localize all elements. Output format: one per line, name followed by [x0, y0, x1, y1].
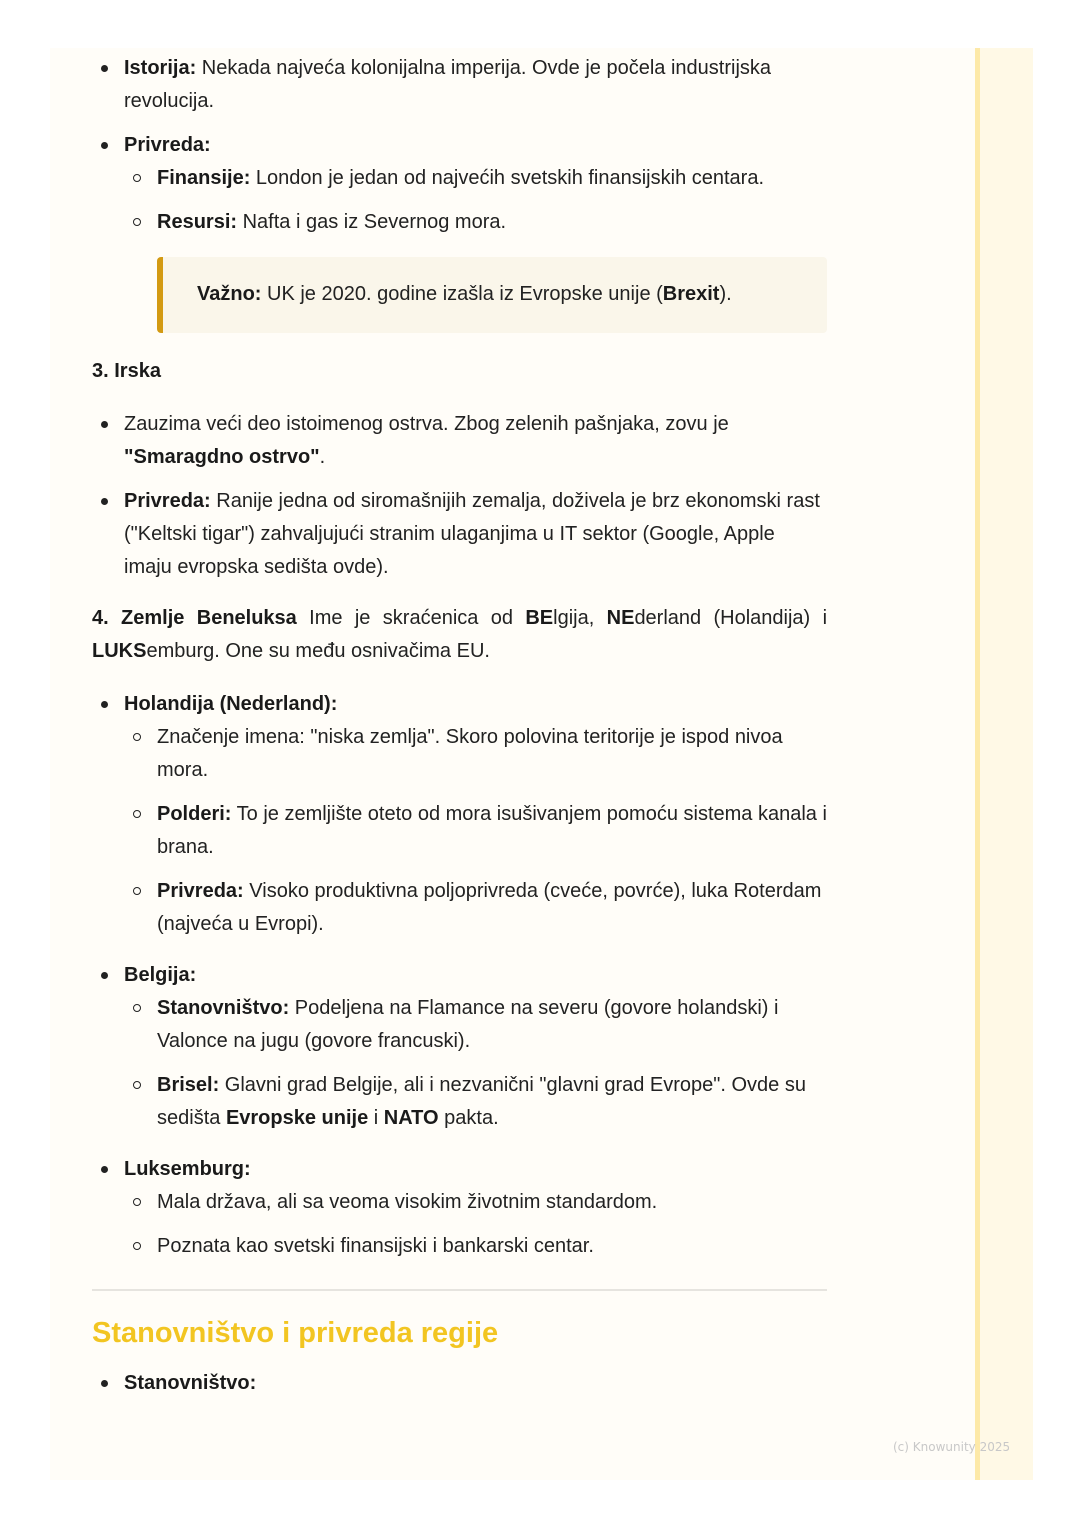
resursi-text: Nafta i gas iz Severnog mora. — [237, 211, 507, 233]
holandija-label: Holandija (Nederland): — [124, 693, 338, 715]
benelux-intro-text-2: lgija, — [553, 607, 607, 629]
benelux-intro-text-1: Ime je skraćenica od — [296, 607, 526, 629]
irska-list — [92, 408, 827, 584]
irska-privreda-label: Privreda: — [124, 490, 211, 512]
luksemburg-standard-text: Mala država, ali sa veoma visokim životnim standardom. — [157, 1191, 658, 1213]
benelux-intro-text-3: derland (Holandija) i — [634, 607, 828, 629]
side-band — [975, 48, 1033, 1480]
irska-ostrvo-end: . — [319, 446, 326, 468]
benelux-ne: NE — [606, 607, 635, 629]
callout-text: UK je 2020. godine izašla iz Evropske unije ( — [261, 283, 663, 305]
holandija-sublist — [92, 721, 827, 941]
irska-heading: 3. Irska — [92, 360, 161, 382]
belgija-sublist — [92, 992, 827, 1135]
istorija-text: Nekada najveća kolonijalna imperija. Ovde je počela industrijska revolucija. — [124, 57, 772, 112]
list-item-holandija-ime — [92, 721, 827, 787]
polderi-label: Polderi: — [157, 803, 232, 825]
holandija-ime-text: Značenje imena: "niska zemlja". Skoro polovina teritorije je ispod nivoa mora. — [157, 726, 783, 781]
brisel-end: pakta. — [438, 1107, 499, 1129]
list-item-irska-ostrvo — [92, 408, 827, 474]
luksemburg-sublist — [92, 1186, 827, 1263]
list-item-luksemburg-centar — [92, 1230, 827, 1263]
benelux-luks: LUKS — [92, 640, 147, 662]
list-item-istorija — [92, 52, 827, 118]
list-item-irska-privreda — [92, 485, 827, 584]
benelux-be: BE — [525, 607, 554, 629]
list-item-brisel — [92, 1069, 827, 1135]
polderi-text: To je zemljište oteto od mora isušivanjem pomoću sistema kanala i brana. — [157, 803, 827, 858]
brisel-nato: NATO — [383, 1107, 439, 1129]
brisel-text: Glavni grad Belgije, ali i nezvanični "glavni grad Evrope". Ovde su sedišta — [157, 1074, 806, 1129]
brisel-eu: Evropske unije — [225, 1107, 369, 1129]
list-item-holandija-privreda — [92, 875, 827, 941]
irska-privreda-text: Ranije jedna od siromašnijih zemalja, doživela je brz ekonomski rast ("Keltski tigar") zahvaljujući stranim ulaganjima u IT sektor (Google, Apple imaju evropska sedišta ovde). — [124, 490, 820, 578]
benelux-heading: 4. Zemlje Beneluksa — [92, 607, 297, 629]
luksemburg-centar-text: Poznata kao svetski finansijski i bankarski centar. — [157, 1235, 594, 1257]
section-list — [92, 1367, 827, 1400]
document-content — [92, 52, 827, 1411]
brisel-i: i — [368, 1107, 384, 1129]
side-accent-line — [975, 48, 980, 1480]
section-heading: Stanovništvo i privreda regije — [92, 1317, 499, 1349]
list-item-section-stanovnistvo — [92, 1367, 827, 1400]
list-item-privreda — [92, 129, 827, 333]
benelux-list — [92, 688, 827, 1263]
list-item-polderi — [92, 798, 827, 864]
list-item-finansije — [92, 162, 827, 195]
privreda-sublist — [92, 162, 827, 239]
luksemburg-label: Luksemburg: — [124, 1158, 251, 1180]
privreda-label: Privreda: — [124, 134, 211, 156]
benelux-intro — [92, 602, 827, 668]
list-item-luksemburg — [92, 1153, 827, 1263]
list-item-holandija — [92, 688, 827, 941]
finansije-text: London je jedan od najvećih svetskih finansijskih centara. — [250, 167, 765, 189]
irska-ostrvo-bold: "Smaragdno ostrvo" — [124, 446, 320, 468]
copyright-text: (c) Knowunity 2025 — [893, 1440, 1011, 1454]
istorija-label: Istorija: — [124, 57, 197, 79]
callout-brexit: Brexit — [662, 283, 720, 305]
holandija-privreda-label: Privreda: — [157, 880, 244, 902]
list-item-luksemburg-standard — [92, 1186, 827, 1219]
brisel-label: Brisel: — [157, 1074, 220, 1096]
callout-label: Važno: — [197, 283, 262, 305]
list-item-belgija — [92, 959, 827, 1135]
uk-list — [92, 52, 827, 333]
callout-end: ). — [719, 283, 732, 305]
section-divider — [92, 1289, 827, 1291]
belgija-label: Belgija: — [124, 964, 197, 986]
finansije-label: Finansije: — [157, 167, 251, 189]
section-stanovnistvo-label: Stanovništvo: — [124, 1372, 257, 1394]
important-callout — [157, 257, 827, 333]
stanovnistvo-label: Stanovništvo: — [157, 997, 290, 1019]
list-item-resursi — [92, 206, 827, 239]
resursi-label: Resursi: — [157, 211, 238, 233]
holandija-privreda-text: Visoko produktivna poljoprivreda (cveće, povrće), luka Roterdam (najveća u Evropi). — [157, 880, 822, 935]
irska-ostrvo-text: Zauzima veći deo istoimenog ostrva. Zbog zelenih pašnjaka, zovu je — [124, 413, 729, 435]
benelux-intro-text-4: emburg. One su među osnivačima EU. — [146, 640, 490, 662]
stanovnistvo-text: Podeljena na Flamance na severu (govore holandski) i Valonce na jugu (govore francuski). — [157, 997, 779, 1052]
list-item-stanovnistvo — [92, 992, 827, 1058]
